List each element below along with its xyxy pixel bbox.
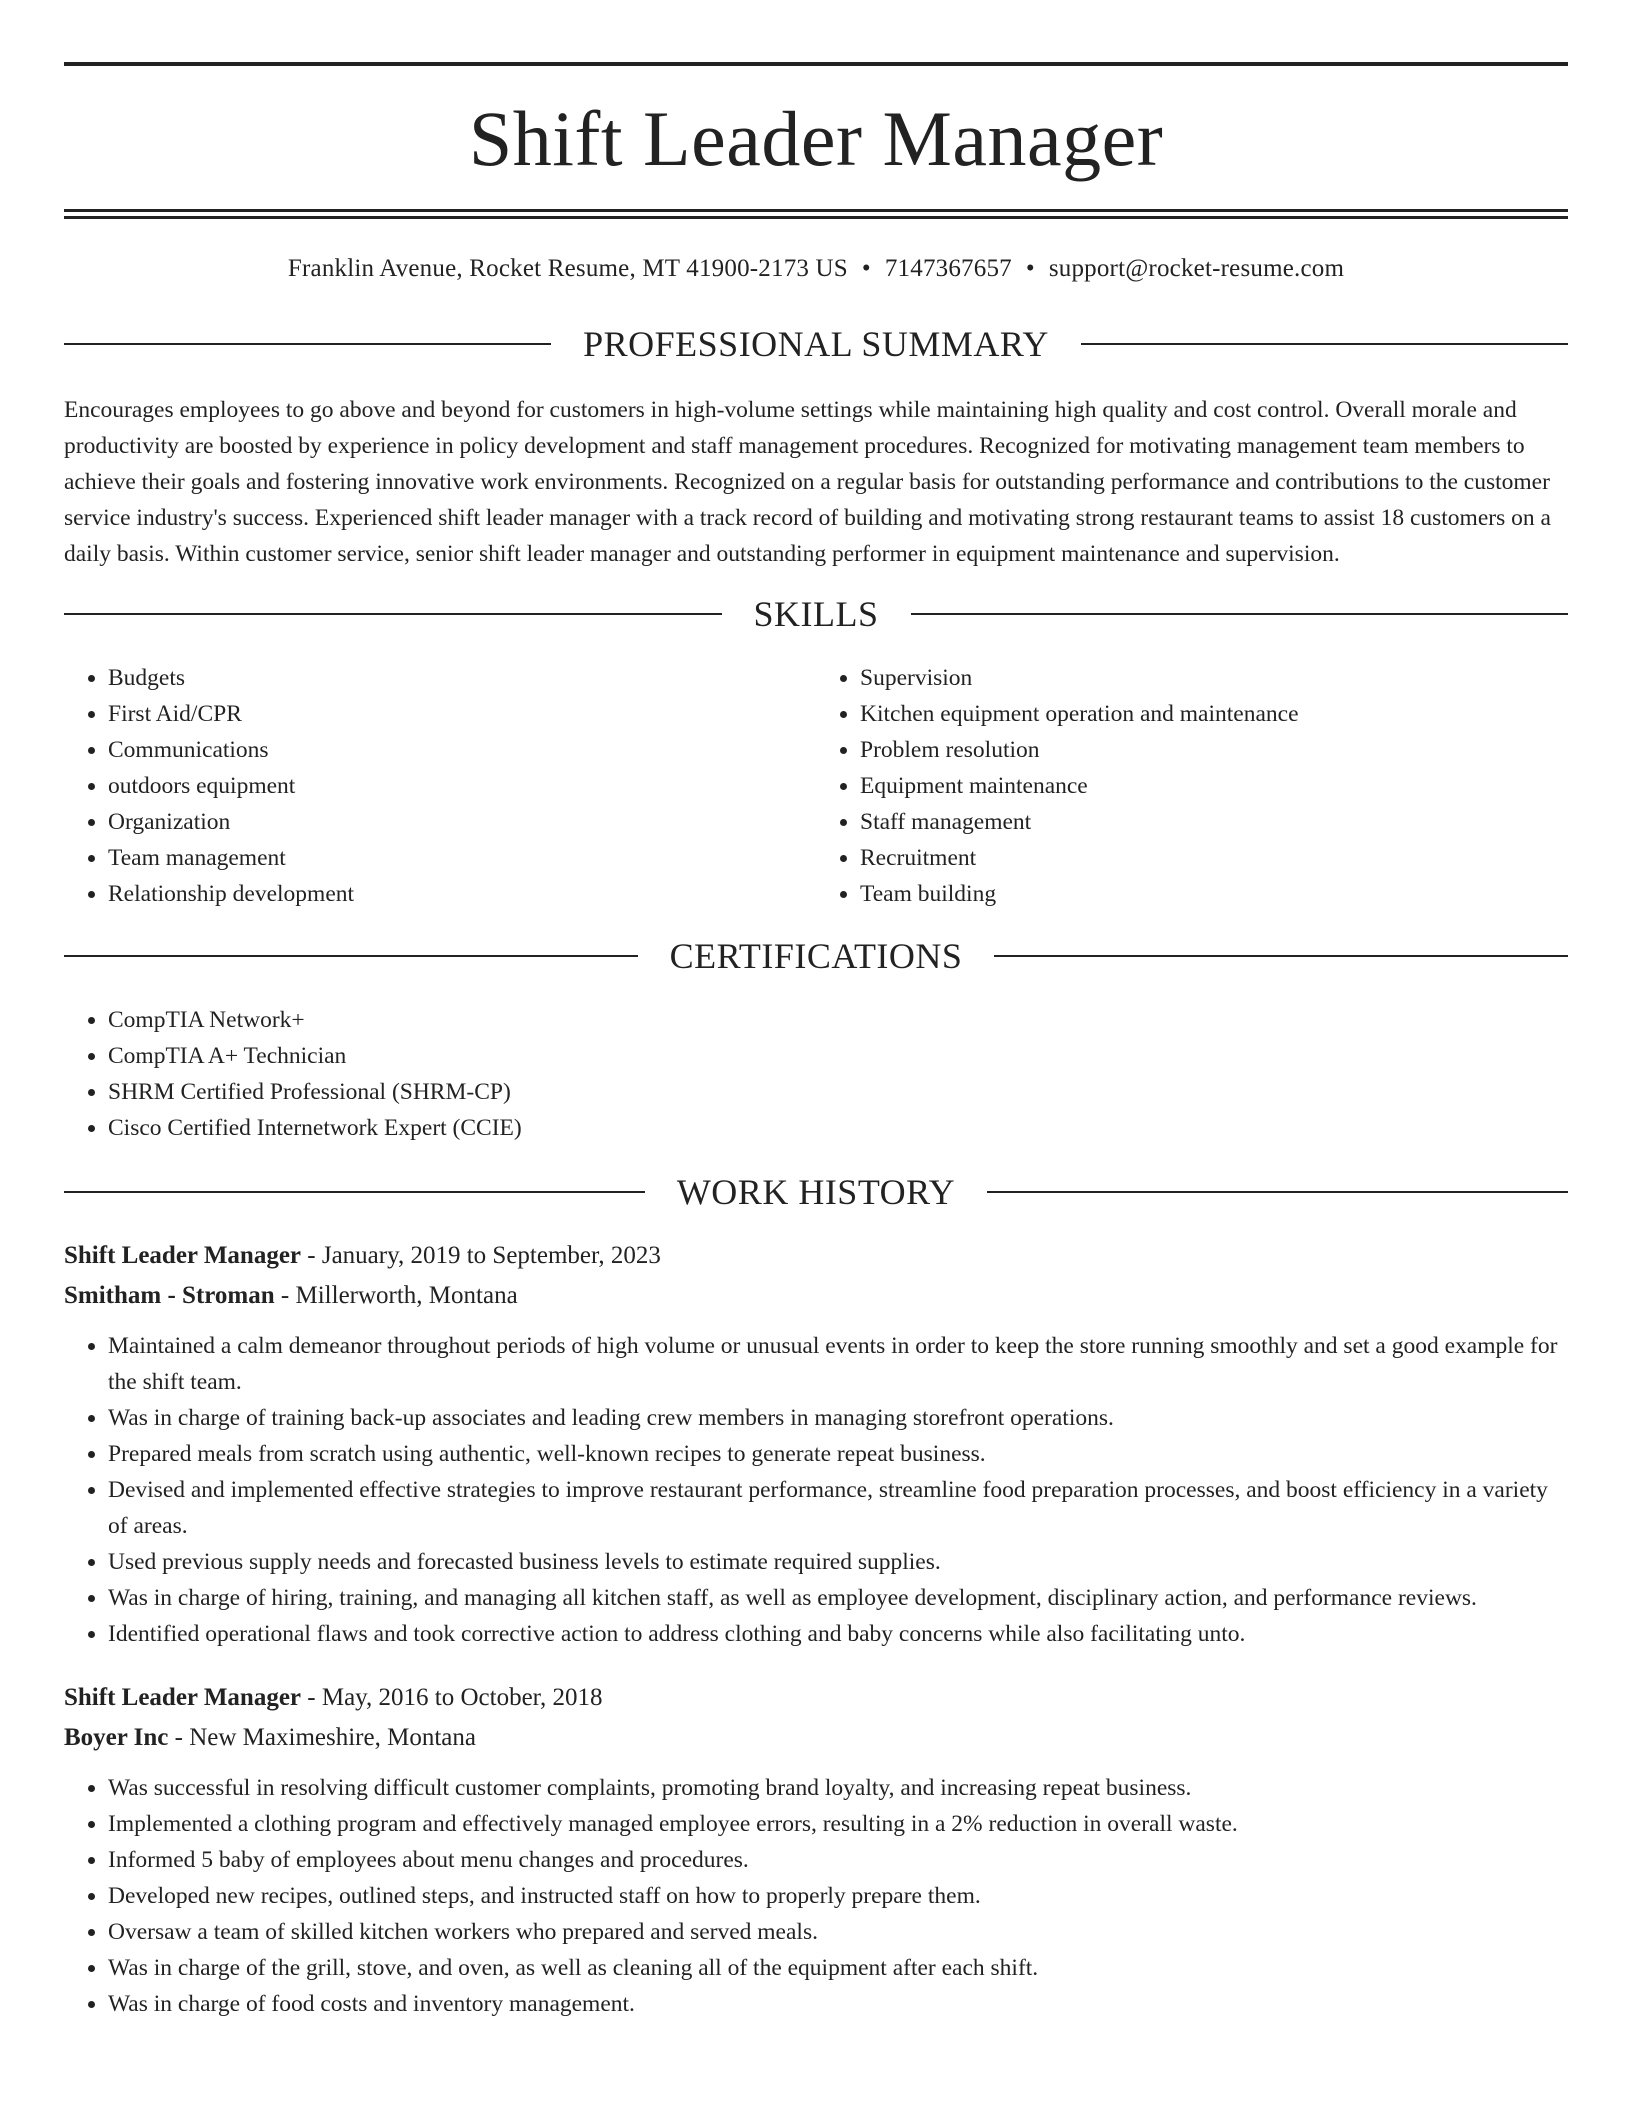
- skills-heading: [64, 596, 1568, 632]
- job-bullet: • Devised and implemented effective strategies to improve restaurant performance, streamline food preparation processes, and boost efficiency in a variety of areas.: [108, 1472, 1568, 1544]
- heading-rule: [64, 613, 722, 615]
- skills-left-list: [64, 660, 816, 912]
- contact-line: [64, 255, 1568, 283]
- job-title: Shift Leader Manager: [64, 1242, 302, 1269]
- skill-item: • Staff management: [860, 804, 1568, 840]
- skill-item: • Team management: [108, 840, 816, 876]
- certification-item: • CompTIA Network+: [108, 1002, 1568, 1038]
- heading-rule: [64, 955, 638, 957]
- job-bullet: • Implemented a clothing program and effectively managed employee errors, resulting in a 2% reduction in overall waste.: [108, 1806, 1568, 1842]
- certifications-heading: [64, 938, 1568, 974]
- contact-address: Franklin Avenue, Rocket Resume, MT 41900-2173 US: [287, 255, 848, 282]
- skill-item: • outdoors equipment: [108, 768, 816, 804]
- job-company: Smitham - Stroman: [64, 1282, 275, 1309]
- summary-text: Encourages employees to go above and beyond for customers in high-volume settings while maintaining high quality and cost control. Overall morale and productivity are boosted by experience in policy development and staff management procedures. Recognized for motivating management team members to achieve their goals and fostering innovative work environments. Recognized on a regular basis for outstanding performance and contributions to the customer service industry's success. Experienced shift leader manager with a track record of building and motivating strong restaurant teams to assist 18 customers on a daily basis. Within customer service, senior shift leader manager and outstanding performer in equipment maintenance and supervision.: [64, 397, 1551, 567]
- job-bullet: • Was successful in resolving difficult customer complaints, promoting brand loyalty, and increasing repeat business.: [108, 1770, 1568, 1806]
- skill-item: • Relationship development: [108, 876, 816, 912]
- skills-title: SKILLS: [753, 594, 879, 634]
- certification-item: • CompTIA A+ Technician: [108, 1038, 1568, 1074]
- contact-separator: •: [1025, 255, 1035, 282]
- job-bullet: • Prepared meals from scratch using authentic, well-known recipes to generate repeat business.: [108, 1436, 1568, 1472]
- job-location: - New Maximeshire, Montana: [168, 1724, 476, 1751]
- job-bullet-list: [64, 1770, 1568, 2022]
- certifications-list: [64, 1002, 1568, 1146]
- job-location: - Millerworth, Montana: [274, 1282, 518, 1309]
- job-entry: [64, 1678, 1568, 2022]
- work-history-heading: [64, 1174, 1568, 1210]
- skill-item: • Problem resolution: [860, 732, 1568, 768]
- certification-item: • Cisco Certified Internetwork Expert (CCIE): [108, 1110, 1568, 1146]
- skill-item: • Supervision: [860, 660, 1568, 696]
- contact-email: support@rocket-resume.com: [1048, 255, 1345, 282]
- job-title-line: [64, 1678, 1568, 1718]
- job-title: Shift Leader Manager: [64, 1684, 302, 1711]
- job-bullet: • Developed new recipes, outlined steps, and instructed staff on how to properly prepare them.: [108, 1878, 1568, 1914]
- skills-grid: [64, 660, 1568, 912]
- job-bullet: • Identified operational flaws and took corrective action to address clothing and baby concerns while also facilitating unto.: [108, 1616, 1568, 1652]
- job-title-line: [64, 1236, 1568, 1276]
- contact-phone: 7147367657: [884, 255, 1012, 282]
- heading-rule: [994, 955, 1568, 957]
- jobs-container: [64, 1236, 1568, 2022]
- job-company: Boyer Inc: [64, 1724, 169, 1751]
- skill-item: • Recruitment: [860, 840, 1568, 876]
- skill-item: • First Aid/CPR: [108, 696, 816, 732]
- job-bullet: • Was in charge of the grill, stove, and oven, as well as cleaning all of the equipment after each shift.: [108, 1950, 1568, 1986]
- job-bullet: • Used previous supply needs and forecasted business levels to estimate required supplies.: [108, 1544, 1568, 1580]
- job-company-line: [64, 1718, 1568, 1758]
- certifications-title: CERTIFICATIONS: [669, 936, 963, 976]
- job-dates: - May, 2016 to October, 2018: [301, 1684, 603, 1711]
- job-company-line: [64, 1276, 1568, 1316]
- resume-name: Shift Leader Manager: [468, 95, 1164, 182]
- resume-page: [64, 62, 1568, 2022]
- summary-heading: [64, 326, 1568, 362]
- job-bullet: • Maintained a calm demeanor throughout periods of high volume or unusual events in order to keep the store running smoothly and set a good example for the shift team.: [108, 1328, 1568, 1400]
- skill-item: • Communications: [108, 732, 816, 768]
- job-entry: [64, 1236, 1568, 1652]
- skill-item: • Organization: [108, 804, 816, 840]
- job-dates: - January, 2019 to September, 2023: [301, 1242, 661, 1269]
- heading-rule: [911, 613, 1569, 615]
- heading-rule: [1081, 343, 1568, 345]
- skills-right-list: [816, 660, 1568, 912]
- top-rule: [64, 62, 1568, 66]
- job-bullet: • Was in charge of food costs and inventory management.: [108, 1986, 1568, 2022]
- summary-title: PROFESSIONAL SUMMARY: [583, 324, 1049, 364]
- heading-rule: [987, 1191, 1568, 1193]
- header-double-rule: [64, 209, 1568, 219]
- job-bullet: • Was in charge of hiring, training, and managing all kitchen staff, as well as employee development, disciplinary action, and performance reviews.: [108, 1580, 1568, 1616]
- certification-item: • SHRM Certified Professional (SHRM-CP): [108, 1074, 1568, 1110]
- contact-separator: •: [861, 255, 871, 282]
- heading-rule: [64, 1191, 645, 1193]
- skill-item: • Budgets: [108, 660, 816, 696]
- job-bullet: • Was in charge of training back-up associates and leading crew members in managing storefront operations.: [108, 1400, 1568, 1436]
- job-bullet: • Oversaw a team of skilled kitchen workers who prepared and served meals.: [108, 1914, 1568, 1950]
- heading-rule: [64, 343, 551, 345]
- skill-item: • Team building: [860, 876, 1568, 912]
- job-bullet: • Informed 5 baby of employees about menu changes and procedures.: [108, 1842, 1568, 1878]
- skill-item: • Equipment maintenance: [860, 768, 1568, 804]
- work-history-title: WORK HISTORY: [676, 1172, 956, 1212]
- job-bullet-list: [64, 1328, 1568, 1652]
- skill-item: • Kitchen equipment operation and maintenance: [860, 696, 1568, 732]
